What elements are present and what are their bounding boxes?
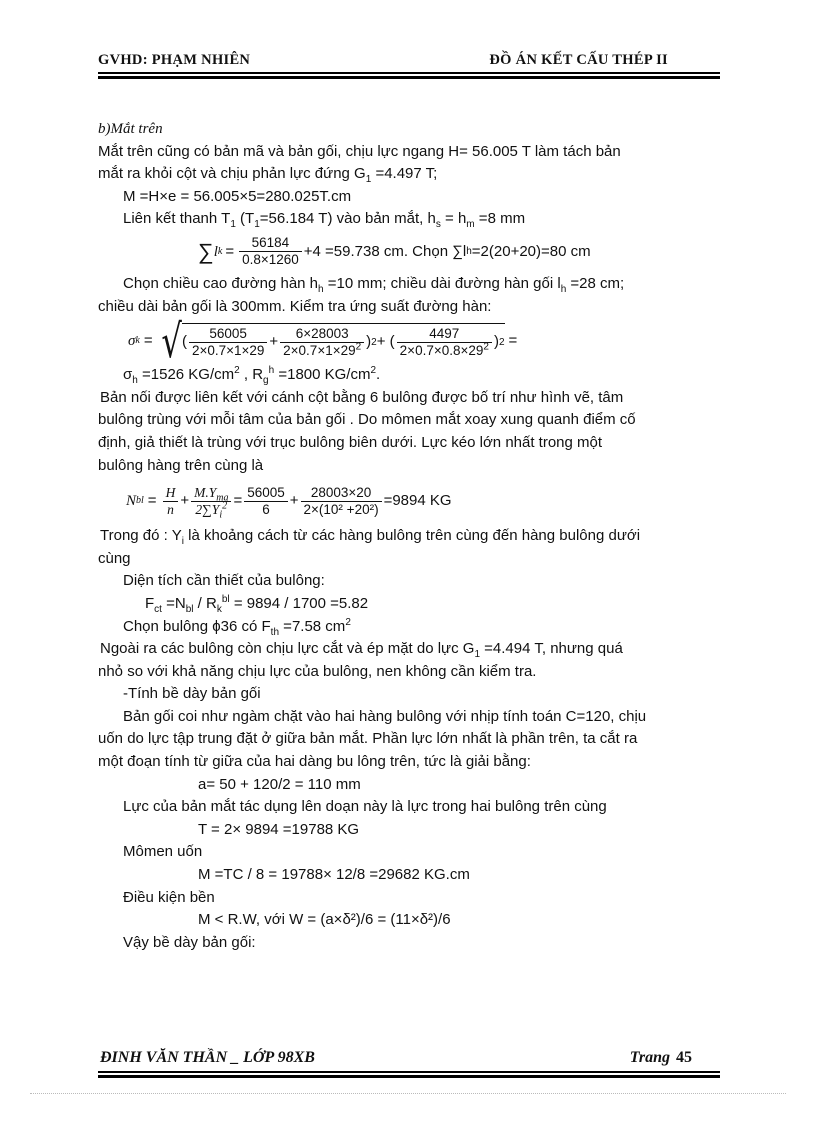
document-body: [98, 118, 728, 954]
paragraph-line: bulông trùng với mỗi tâm của bản gối . Do mômen mắt xoay xung quanh điểm cố: [98, 411, 636, 429]
page-bottom-border: [30, 1093, 786, 1094]
paragraph-line: cùng: [98, 549, 131, 567]
subsection-title: -Tính bề dày bản gối: [123, 685, 261, 703]
paragraph-line: Chọn bulông ϕ36 có $F_{th} =7.58$ $cm^2$: [123, 616, 351, 638]
stress-result-line: $\sigma_h =1526$ $KG/cm^2$ , $R_g^h =1800$ $KG/cm^2$.: [123, 365, 381, 387]
paragraph-line: Ngoài ra các bulông còn chịu lực cắt và ép mặt do lực $G_1 =4.494$ T, nhưng quá: [100, 640, 623, 661]
moment-line: M =H×e = 56.005×5=280.025T.cm: [123, 187, 352, 205]
formula-line: T = 2× 9894 =19788 KG: [198, 820, 360, 838]
paragraph-line: Chọn chiều cao đường hàn $h_h =10$ mm; chiều dài đường hàn gối $l_h =28$ cm;: [123, 274, 625, 295]
header-rule-thick: [98, 76, 720, 79]
formula-line: a= 50 + 120/2 = 110 mm: [198, 775, 361, 793]
paragraph-line: mắt ra khỏi cột và chịu phản lực đứng $G_1 =4.497$ T;: [98, 165, 438, 186]
paragraph-line: bulông hàng trên cùng là: [98, 456, 264, 474]
paragraph-line: Bản gối coi như ngàm chặt vào hai hàng bulông với nhịp tính toán C=120, chịu: [123, 707, 647, 725]
footer-rule-thick: [98, 1075, 720, 1078]
formula-line: M =TC / 8 = 19788× 12/8 =29682 KG.cm: [198, 866, 470, 884]
page-footer: [98, 1049, 720, 1071]
paragraph-line: Mắt trên cũng có bản mã và bản gối, chịu lực ngang H= 56.005 T làm tách bản: [98, 142, 621, 160]
paragraph-line: uốn do lực tập trung đặt ở giữa bản mắt. Phần lực lớn nhất là phần trên, ta cắt ra: [98, 730, 638, 748]
paragraph-line: Mômen uốn: [123, 843, 203, 861]
paragraph-line: Lực của bản mắt tác dụng lên doạn này là lực trong hai bulông trên cùng: [123, 798, 607, 816]
paragraph-line: Diện tích cần thiết của bulông:: [123, 572, 325, 590]
header-instructor: GVHD: PHẠM NHIÊN: [98, 52, 251, 68]
bolt-force-equation: N bl = $\frac{H}{n}$ + $\frac{M.Y_{ma}}{2\sum Y_i^2}$ = $\frac{56005}{6}$ + $\frac{28003\times 20}{\text{2×(10² +20²)}}$ =9894 KG: [126, 484, 452, 521]
header-rule-thin: [98, 72, 720, 74]
bolt-area-line: $F_{ct} =N_{bl} / R_k^{bl} = 9894 / 1700 =5.82$: [145, 593, 369, 615]
footer-author: ĐINH VĂN THẦN _ LỚP 98XB: [100, 1049, 315, 1066]
header-title: ĐỒ ÁN KẾT CẤU THÉP II: [489, 52, 668, 68]
paragraph-line: Trong đó : $Y_i$ là khoảng cách từ các hàng bulông trên cùng đến hàng bulông dưới: [100, 527, 641, 548]
paragraph-line: Bản nối được liên kết với cánh cột bằng 6 bulông được bố trí như hình vẽ, tâm: [100, 388, 624, 406]
page-header: [98, 52, 720, 72]
paragraph-line: nhỏ so với khả năng chịu lực của bulông, nen không cần kiểm tra.: [98, 662, 537, 680]
stress-equation: σ k = √ ( $\frac{56005}{2\times 0.7\times 1\times 29}$ + $\frac{6\times 28003}{2\times 0.7\times 1\times 29^2}$ ) 2 + ( $\frac{4497}{2\times 0.7\times 0.8\times 29^2}$ ) 2 =: [128, 314, 518, 369]
paragraph-line: Vậy bề dày bản gối:: [123, 933, 256, 951]
page-number: Trang 45: [629, 1049, 692, 1066]
paragraph-line: một đoạn tính từ giữa của hai dàng bu lông trên, tức là giải bằng:: [98, 753, 531, 771]
paragraph-line: chiều dài bản gối là 300mm. Kiểm tra ứng suất đường hàn:: [98, 297, 492, 315]
footer-rule-thin: [98, 1071, 720, 1073]
paragraph-line: Điều kiện bền: [123, 888, 215, 906]
weld-length-equation: ∑ l k = $\frac{56184}{0.8\times 1260}$ +4 =59.738 cm. Chọn ∑l h =2(20+20)=80 cm: [198, 235, 591, 268]
paragraph-line: định, giả thiết là trùng với trục bulông biên dưới. Lực kéo lớn nhất trong một: [98, 433, 603, 451]
paragraph-line: Liên kết thanh $T_1$ ($T_1=56.184$ T) vào bản mắt, $h_s = h_m =8$ mm: [123, 210, 526, 231]
formula-line: M < R.W, với W = (a×δ²)/6 = (11×δ²)/6: [198, 911, 451, 929]
section-title: b)Mắt trên: [98, 121, 163, 137]
